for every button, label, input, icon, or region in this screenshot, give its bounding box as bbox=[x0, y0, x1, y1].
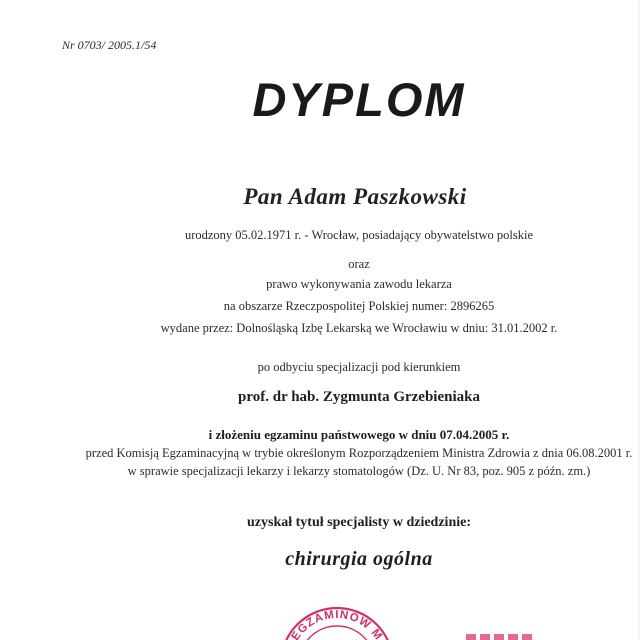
seal-text: EGZAMINÓW M bbox=[289, 608, 385, 640]
commission-line: przed Komisją Egzaminacyjną w trybie określonym Rozporządzeniem Ministra Zdrowia z dnia 06.08.2001 r. bbox=[85, 446, 633, 460]
birth-line: urodzony 05.02.1971 r. - Wrocław, posiadający obywatelstwo polskie bbox=[184, 228, 534, 242]
issued-by-line: wydane przez: Dolnośląską Izbę Lekarską we Wrocławiu w dniu: 31.01.2002 r. bbox=[160, 321, 558, 335]
stamp-mark bbox=[480, 634, 490, 640]
document-number: Nr 0703/ 2005.1/54 bbox=[62, 38, 157, 52]
license-number-line: na obszarze Rzeczpospolitej Polskiej numer: 2896265 bbox=[223, 299, 495, 313]
regulation-line: w sprawie specjalizacji lekarzy i lekarzy stomatologów (Dz. U. Nr 83, poz. 905 z późn. zm.) bbox=[127, 464, 591, 478]
specialization-intro-line: po odbyciu specjalizacji pod kierunkiem bbox=[257, 360, 461, 374]
stamp-mark bbox=[494, 634, 504, 640]
document-title: DYPLOM bbox=[252, 73, 466, 126]
stamp-mark bbox=[508, 634, 518, 640]
official-seal bbox=[277, 604, 397, 640]
right-to-practice-line: prawo wykonywania zawodu lekarza bbox=[266, 277, 452, 291]
supervisor-name: prof. dr hab. Zygmunta Grzebieniaka bbox=[238, 389, 480, 405]
conjunction-text: oraz bbox=[348, 257, 370, 271]
stamp-fragment bbox=[466, 630, 546, 640]
exam-line: i złożeniu egzaminu państwowego w dniu 07.04.2005 r. bbox=[208, 427, 510, 442]
specialty-name: chirurgia ogólna bbox=[285, 548, 433, 570]
obtained-title-line: uzyskał tytuł specjalisty w dziedzinie: bbox=[247, 515, 471, 530]
stamp-mark bbox=[522, 634, 532, 640]
stamp-mark bbox=[466, 634, 476, 640]
recipient-name: Pan Adam Paszkowski bbox=[243, 184, 467, 209]
